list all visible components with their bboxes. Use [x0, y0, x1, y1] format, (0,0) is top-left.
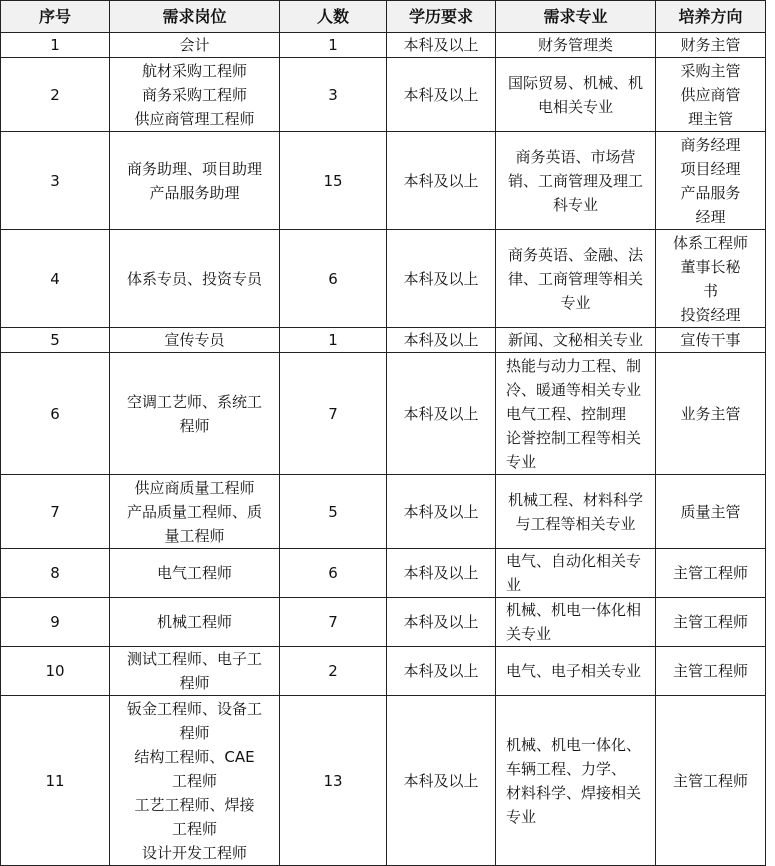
cell-count: 7	[280, 598, 387, 647]
cell-major: 国际贸易、机械、机 电相关专业	[496, 58, 656, 132]
cell-position: 测试工程师、电子工 程师	[110, 647, 280, 696]
cell-education: 本科及以上	[387, 549, 496, 598]
cell-direction: 主管工程师	[656, 647, 766, 696]
cell-position: 电气工程师	[110, 549, 280, 598]
table-row	[1, 475, 766, 549]
header-education: 学历要求	[387, 1, 496, 33]
cell-major: 财务管理类	[496, 33, 656, 58]
cell-major: 新闻、文秘相关专业	[496, 328, 656, 353]
table-row	[1, 549, 766, 598]
cell-count: 15	[280, 132, 387, 230]
cell-major: 机械、机电一体化相 关专业	[496, 598, 656, 647]
cell-position: 体系专员、投资专员	[110, 230, 280, 328]
cell-position: 空调工艺师、系统工 程师	[110, 353, 280, 475]
cell-education: 本科及以上	[387, 230, 496, 328]
cell-position: 航材采购工程师 商务采购工程师 供应商管理工程师	[110, 58, 280, 132]
table-row	[1, 132, 766, 230]
header-no: 序号	[1, 1, 110, 33]
cell-direction: 体系工程师 董事长秘 书 投资经理	[656, 230, 766, 328]
cell-no: 2	[1, 58, 110, 132]
cell-major: 电气、自动化相关专 业	[496, 549, 656, 598]
cell-no: 10	[1, 647, 110, 696]
table-row	[1, 328, 766, 353]
cell-count: 7	[280, 353, 387, 475]
cell-count: 3	[280, 58, 387, 132]
cell-direction: 质量主管	[656, 475, 766, 549]
cell-direction: 主管工程师	[656, 598, 766, 647]
cell-education: 本科及以上	[387, 58, 496, 132]
cell-count: 6	[280, 549, 387, 598]
table-row	[1, 598, 766, 647]
table-row	[1, 353, 766, 475]
cell-no: 5	[1, 328, 110, 353]
cell-no: 9	[1, 598, 110, 647]
cell-position: 供应商质量工程师 产品质量工程师、质 量工程师	[110, 475, 280, 549]
cell-education: 本科及以上	[387, 647, 496, 696]
cell-direction: 主管工程师	[656, 696, 766, 866]
cell-count: 1	[280, 33, 387, 58]
cell-no: 3	[1, 132, 110, 230]
cell-no: 1	[1, 33, 110, 58]
cell-education: 本科及以上	[387, 328, 496, 353]
cell-education: 本科及以上	[387, 475, 496, 549]
table-header-row	[1, 1, 766, 33]
cell-position: 机械工程师	[110, 598, 280, 647]
cell-direction: 采购主管 供应商管 理主管	[656, 58, 766, 132]
cell-count: 6	[280, 230, 387, 328]
table-row	[1, 33, 766, 58]
table-row	[1, 647, 766, 696]
cell-no: 11	[1, 696, 110, 866]
cell-position: 钣金工程师、设备工 程师 结构工程师、CAE 工程师 工艺工程师、焊接 工程师 设计开发工程师	[110, 696, 280, 866]
cell-position: 宣传专员	[110, 328, 280, 353]
cell-direction: 宣传干事	[656, 328, 766, 353]
cell-no: 8	[1, 549, 110, 598]
cell-major: 商务英语、金融、法 律、工商管理等相关 专业	[496, 230, 656, 328]
cell-no: 7	[1, 475, 110, 549]
cell-count: 13	[280, 696, 387, 866]
table-row	[1, 696, 766, 866]
table-row	[1, 230, 766, 328]
cell-count: 1	[280, 328, 387, 353]
cell-count: 5	[280, 475, 387, 549]
cell-direction: 财务主管	[656, 33, 766, 58]
cell-major: 商务英语、市场营 销、工商管理及理工 科专业	[496, 132, 656, 230]
cell-position: 会计	[110, 33, 280, 58]
cell-major: 热能与动力工程、制 冷、暖通等相关专业 电气工程、控制理 论誉控制工程等相关 专业	[496, 353, 656, 475]
header-position: 需求岗位	[110, 1, 280, 33]
cell-direction: 主管工程师	[656, 549, 766, 598]
cell-direction: 业务主管	[656, 353, 766, 475]
header-major: 需求专业	[496, 1, 656, 33]
header-direction: 培养方向	[656, 1, 766, 33]
cell-education: 本科及以上	[387, 696, 496, 866]
cell-no: 6	[1, 353, 110, 475]
table-row	[1, 58, 766, 132]
cell-direction: 商务经理 项目经理 产品服务 经理	[656, 132, 766, 230]
cell-education: 本科及以上	[387, 33, 496, 58]
cell-education: 本科及以上	[387, 353, 496, 475]
cell-no: 4	[1, 230, 110, 328]
cell-major: 机械工程、材料科学 与工程等相关专业	[496, 475, 656, 549]
cell-position: 商务助理、项目助理 产品服务助理	[110, 132, 280, 230]
cell-education: 本科及以上	[387, 598, 496, 647]
header-count: 人数	[280, 1, 387, 33]
cell-major: 机械、机电一体化、 车辆工程、力学、 材料科学、焊接相关 专业	[496, 696, 656, 866]
cell-count: 2	[280, 647, 387, 696]
cell-education: 本科及以上	[387, 132, 496, 230]
cell-major: 电气、电子相关专业	[496, 647, 656, 696]
